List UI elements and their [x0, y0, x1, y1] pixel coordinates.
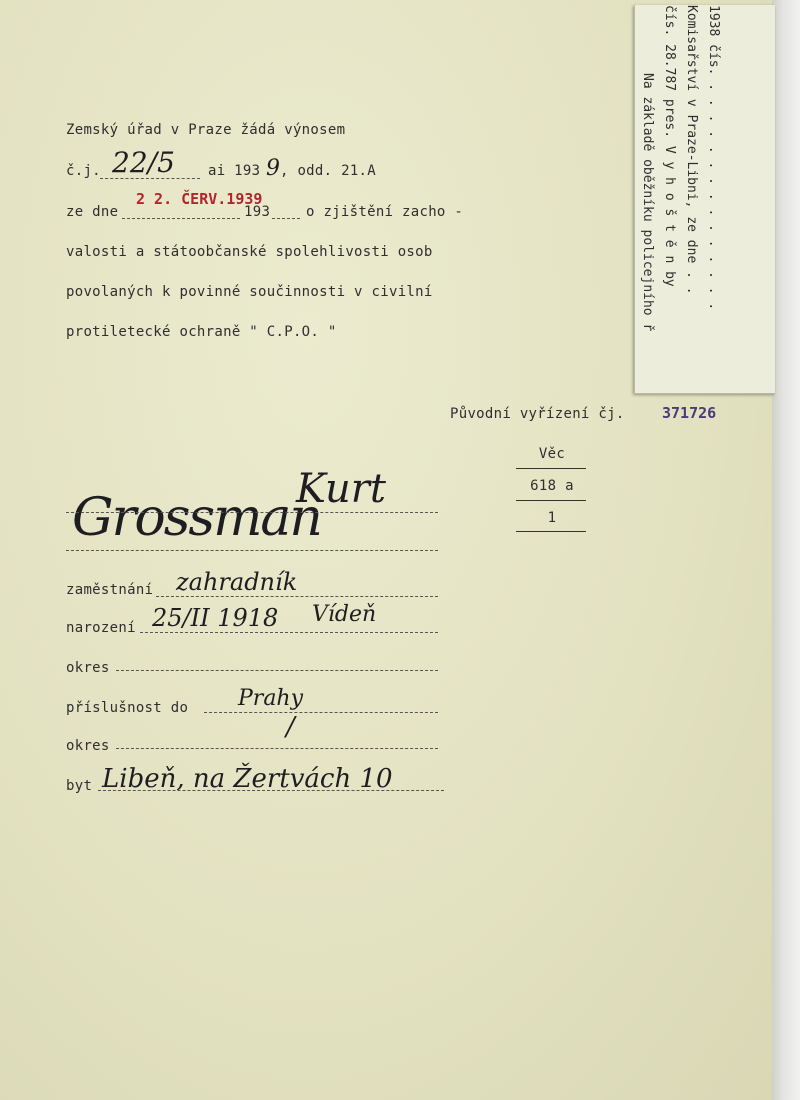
- vec-row-1: 618 a: [530, 478, 574, 494]
- attached-slip: [634, 5, 775, 394]
- reference-label: Původní vyřízení čj.: [450, 406, 625, 422]
- district-line-2: [116, 748, 438, 749]
- slip-line-4: 1938 čís. . . . . . . . . . . . . . . .: [706, 5, 721, 311]
- year-line: [272, 218, 300, 219]
- slip-line-3: Komisařství v Praze-Libni, ze dne . .: [684, 5, 699, 295]
- reference-number: 371726: [662, 404, 717, 422]
- header-line-4: povolaných k povinné součinnosti v civilní: [66, 284, 433, 300]
- year-193: 193: [244, 204, 271, 220]
- header-line-5: protiletecké ochraně " C.P.O. ": [66, 324, 337, 340]
- ze-dne-label: ze dne: [66, 204, 119, 220]
- vec-label: Věc: [538, 446, 566, 462]
- header-line-3: valosti a státoobčanské spolehlivosti osob: [66, 244, 433, 260]
- birth-value: 25/II 1918: [152, 604, 279, 632]
- birth-line: [140, 632, 438, 633]
- vec-row-2: 1: [547, 510, 557, 526]
- residence-label: byt: [66, 778, 93, 794]
- slip-line-1: Na základě oběžníku policejního ř: [640, 73, 655, 332]
- residence-value: Libeň, na Žertvách 10: [102, 764, 393, 794]
- domicile-label: příslušnost do: [66, 700, 189, 716]
- occupation-value: zahradník: [176, 568, 298, 596]
- birth-place: Vídeň: [312, 602, 377, 627]
- ze-dne-line: [122, 218, 240, 219]
- vec-rule-3: [516, 531, 586, 532]
- cj-label: č.j.: [66, 163, 101, 179]
- occupation-label: zaměstnání: [66, 582, 154, 598]
- scan-edge: [772, 0, 800, 1100]
- header-line-1: Zemský úřad v Praze žádá výnosem: [66, 122, 346, 138]
- vec-rule-1: [516, 468, 586, 469]
- cj-value: 22/5: [112, 146, 175, 179]
- district-label-2: okres: [66, 738, 110, 754]
- date-stamp: 2 2. ČERV.1939: [136, 190, 263, 208]
- name-line-1: [66, 512, 438, 513]
- residence-line: [98, 790, 444, 791]
- given-name: Kurt: [296, 466, 386, 512]
- header-line-2-rest: o zjištění zacho -: [306, 204, 464, 220]
- district-label-1: okres: [66, 660, 110, 676]
- name-line-2: [66, 550, 438, 551]
- vec-rule-2: [516, 500, 586, 501]
- domicile-slash: /: [286, 712, 295, 742]
- odd-label: , odd. 21.A: [280, 163, 377, 179]
- birth-label: narození: [66, 620, 136, 636]
- slip-line-2: čís. 28.787 pres. V y h o š t ě n by: [662, 5, 677, 287]
- domicile-value: Prahy: [238, 686, 304, 711]
- district-line-1: [116, 670, 438, 671]
- occupation-line: [156, 596, 438, 597]
- ai-label: ai 193: [208, 163, 261, 179]
- surname: Grossman: [72, 488, 321, 548]
- domicile-line: [204, 712, 438, 713]
- ai-year-digit: 9: [266, 156, 280, 181]
